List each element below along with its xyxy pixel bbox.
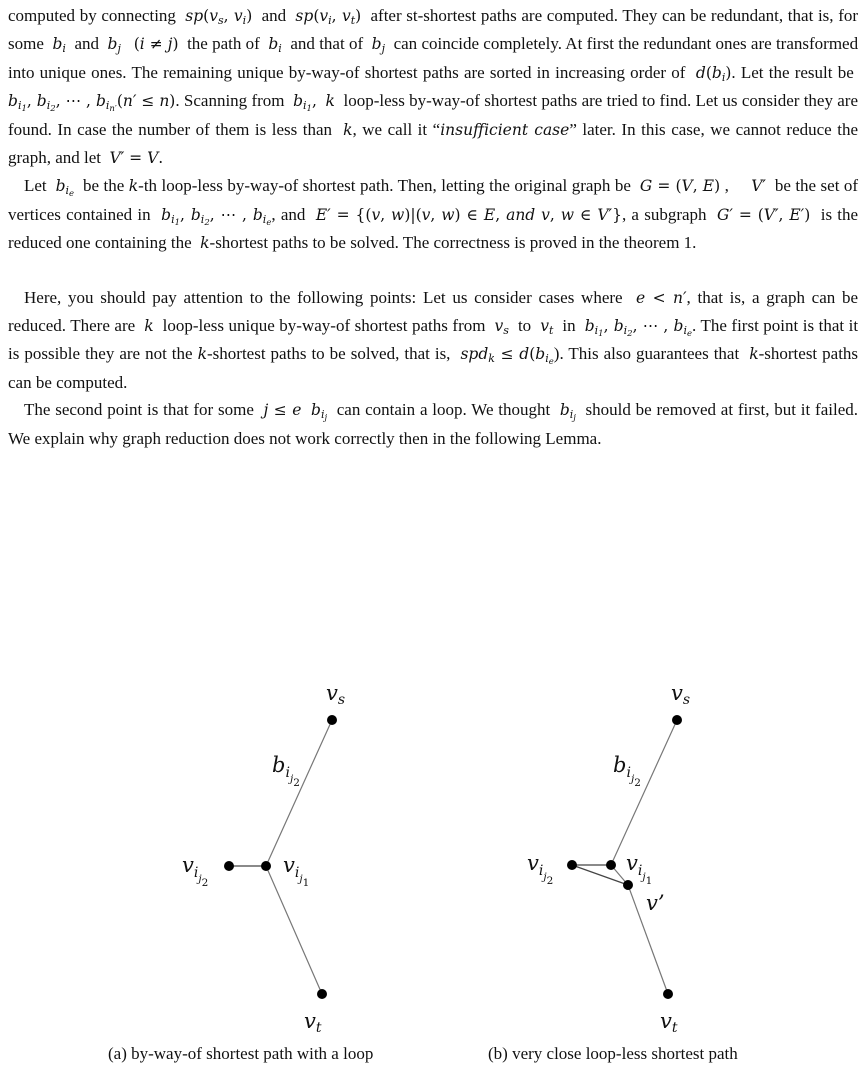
label-vs: vs xyxy=(326,681,346,708)
caption-b: (b) very close loop-less shortest path xyxy=(488,1044,738,1063)
vertex-vij1 xyxy=(261,861,271,871)
graph-diagrams xyxy=(0,660,864,1076)
caption-a: (a) by-way-of shortest path with a loop xyxy=(108,1044,374,1063)
diagram-a xyxy=(182,681,345,1036)
paper-body xyxy=(8,2,858,452)
vertex-vs xyxy=(327,715,337,725)
vertex-vij2 xyxy=(224,861,234,871)
label-vij2: $v_{ij}2$ xyxy=(182,853,209,889)
paragraph-1: computed by connecting $sp(v_s$, $v_i$) and $sp(v_i$, $v_t$) after st-shortest paths are computed. They can be redundant, that is, for some $b_i$ and $b_j$ (i ≠ j) the path of $b_i$ and that of $b_j$ can coincide completely. At first the redundant ones are transformed into unique ones. The remaining unique by-way-of shortest paths are sorted in increasing order of $d(b_i)$. Let the result be $b_{i_1}$, $b_{i_2}$, ⋯ , $b_{i_{n'}}(n' \le n)$. Scanning from $b_{i_1}$, k loop-less by-way-of shortest paths are tried to find. Let us consider they are found. In case the number of them is less than k, we call it “insufficient case” later. In this case, we cannot reduce the graph, and let V′ = V. xyxy=(8,6,859,168)
label-vij2-b: $v_{ij}2$ xyxy=(527,851,554,887)
figure xyxy=(0,660,864,1076)
vertex-vt-b xyxy=(663,989,673,999)
edge-vij1-vt xyxy=(266,866,322,994)
label-b-ij2-b: $b_{ij}2$ xyxy=(613,753,641,789)
vertex-vs-b xyxy=(672,715,682,725)
label-vij1-b: $v_{ij}1$ xyxy=(626,851,653,887)
edge-vs-vij1 xyxy=(266,720,332,866)
label-vprime: v’ xyxy=(646,891,665,915)
label-b-ij2: $b_{ij}2$ xyxy=(272,753,300,789)
label-vt: vt xyxy=(304,1009,322,1036)
paragraph-2: Let $b_{i_e}$ be the k-th loop-less by-way-of shortest path. Then, letting the original graph be G = (V, E) , V′ be the set of vertices contained in $b_{i_1}$, $b_{i_2}$, ⋯ , $b_{i_e}$, and E′ = {(v, w)|(v, w) ∈ E, and v, w ∈ V′}, a subgraph G′ = (V′, E′) is the reduced one containing the k-shortest paths to be solved. The correctness is proved in the theorem 1. xyxy=(8,176,859,253)
paragraph-4: The second point is that for some j ≤ e $b_{i_j}$ can contain a loop. We thought $b_{i_j}$ should be removed at first, but it failed. We explain why graph reduction does not work correctly then in the following Lemma. xyxy=(8,400,858,448)
vertex-vij2-b xyxy=(567,860,577,870)
label-vij1: $v_{ij}1$ xyxy=(283,853,310,889)
vertex-vt xyxy=(317,989,327,999)
paragraph-3: Here, you should pay attention to the following points: Let us consider cases where e < n′, that is, a graph can be reduced. There are k loop-less unique by-way-of shortest paths from $v_s$ to $v_t$ in $b_{i_1}$, $b_{i_2}$, ⋯ , $b_{i_e}$. The first point is that it is possible they are not the k-shortest paths to be solved, that is, $spd_k \le d(b_{i_e})$. This also guarantees that k-shortest paths can be computed. xyxy=(8,287,859,392)
vertex-vij1-b xyxy=(606,860,616,870)
label-vs-b: vs xyxy=(671,681,691,708)
diagram-b xyxy=(527,681,690,1036)
vertex-vprime xyxy=(623,880,633,890)
label-vt-b: vt xyxy=(660,1009,678,1036)
edge-vs-vij1-b xyxy=(611,720,677,865)
